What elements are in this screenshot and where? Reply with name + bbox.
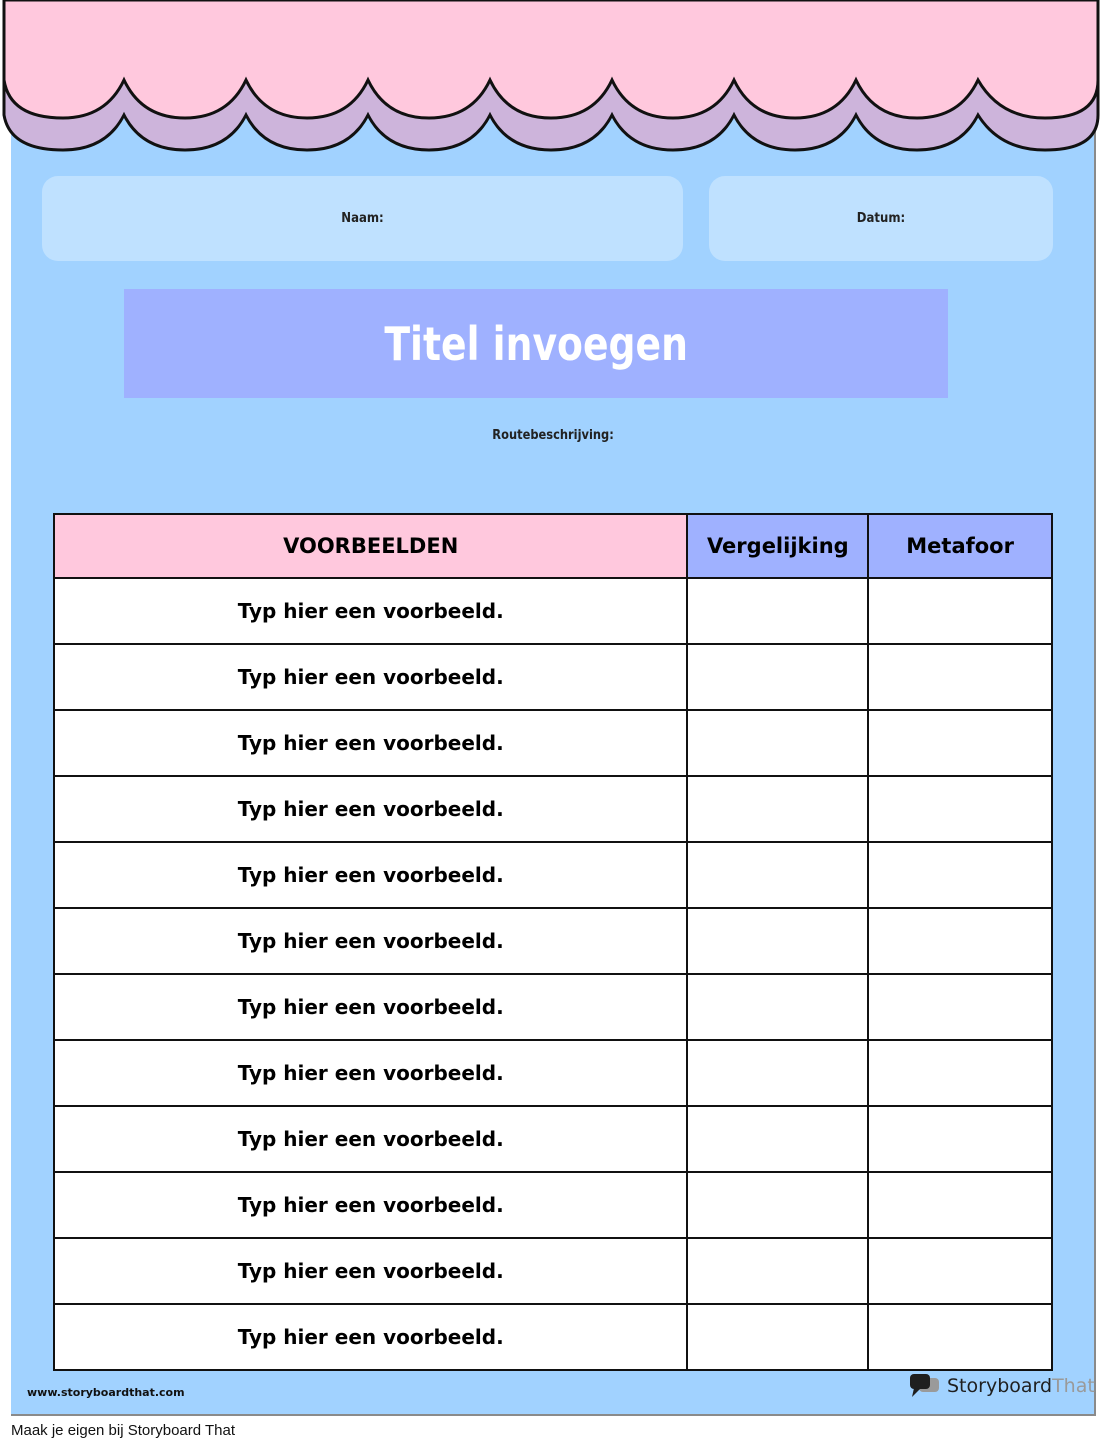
simile-cell[interactable]	[687, 1172, 868, 1238]
example-cell[interactable]: Typ hier een voorbeeld.	[54, 644, 687, 710]
example-cell[interactable]: Typ hier een voorbeeld.	[54, 578, 687, 644]
simile-cell[interactable]	[687, 1238, 868, 1304]
metaphor-cell[interactable]	[868, 908, 1052, 974]
date-field[interactable]	[709, 176, 1053, 261]
metaphor-cell[interactable]	[868, 1040, 1052, 1106]
metaphor-cell[interactable]	[868, 644, 1052, 710]
table-row	[54, 1304, 1052, 1370]
metaphor-cell[interactable]	[868, 1172, 1052, 1238]
table-row	[54, 578, 1052, 644]
simile-cell[interactable]	[687, 842, 868, 908]
scallop-pink-layer	[4, 0, 1098, 118]
page-title: Titel invoegen	[384, 316, 688, 371]
header-simile: Vergelijking	[687, 514, 868, 578]
table-header-row	[54, 514, 1052, 578]
metaphor-cell[interactable]	[868, 1106, 1052, 1172]
example-cell[interactable]: Typ hier een voorbeeld.	[54, 1304, 687, 1370]
simile-cell[interactable]	[687, 1106, 868, 1172]
simile-cell[interactable]	[687, 776, 868, 842]
metaphor-cell[interactable]	[868, 974, 1052, 1040]
logo-text	[947, 1375, 1095, 1397]
table-row	[54, 1238, 1052, 1304]
simile-cell[interactable]	[687, 1040, 868, 1106]
example-cell[interactable]: Typ hier een voorbeeld.	[54, 908, 687, 974]
table-row	[54, 908, 1052, 974]
table-row	[54, 842, 1052, 908]
footer-text[interactable]: Maak je eigen bij Storyboard That	[11, 1422, 236, 1439]
simile-cell[interactable]	[687, 710, 868, 776]
simile-cell[interactable]	[687, 908, 868, 974]
table-row	[54, 1172, 1052, 1238]
table-row	[54, 776, 1052, 842]
simile-cell[interactable]	[687, 644, 868, 710]
metaphor-cell[interactable]	[868, 842, 1052, 908]
example-cell[interactable]: Typ hier een voorbeeld.	[54, 842, 687, 908]
metaphor-cell[interactable]	[868, 710, 1052, 776]
directions-label	[0, 428, 1107, 443]
table-row	[54, 1040, 1052, 1106]
name-field[interactable]	[42, 176, 683, 261]
scalloped-header-decoration	[0, 0, 1107, 160]
speech-bubbles-icon	[909, 1373, 941, 1399]
logo-word-storyboard: Storyboard	[947, 1375, 1053, 1397]
header-examples: VOORBEELDEN	[54, 514, 687, 578]
date-label: Datum:	[856, 211, 906, 226]
metaphor-cell[interactable]	[868, 578, 1052, 644]
table-row	[54, 1106, 1052, 1172]
directions-text: Routebeschrijving:	[492, 428, 615, 443]
storyboardthat-logo[interactable]	[909, 1373, 1095, 1399]
example-cell[interactable]: Typ hier een voorbeeld.	[54, 1172, 687, 1238]
example-cell[interactable]: Typ hier een voorbeeld.	[54, 776, 687, 842]
header-metaphor: Metafoor	[868, 514, 1052, 578]
simile-cell[interactable]	[687, 974, 868, 1040]
table-row	[54, 710, 1052, 776]
metaphor-cell[interactable]	[868, 1238, 1052, 1304]
examples-table	[53, 513, 1053, 1371]
name-label: Naam:	[341, 211, 384, 226]
metaphor-cell[interactable]	[868, 776, 1052, 842]
table-row	[54, 974, 1052, 1040]
table-row	[54, 644, 1052, 710]
example-cell[interactable]: Typ hier een voorbeeld.	[54, 974, 687, 1040]
title-box[interactable]	[124, 289, 948, 398]
logo-word-that: That	[1052, 1375, 1095, 1397]
example-cell[interactable]: Typ hier een voorbeeld.	[54, 1238, 687, 1304]
simile-cell[interactable]	[687, 578, 868, 644]
example-cell[interactable]: Typ hier een voorbeeld.	[54, 1106, 687, 1172]
metaphor-cell[interactable]	[868, 1304, 1052, 1370]
example-cell[interactable]: Typ hier een voorbeeld.	[54, 710, 687, 776]
website-url[interactable]: www.storyboardthat.com	[27, 1386, 185, 1399]
example-cell[interactable]: Typ hier een voorbeeld.	[54, 1040, 687, 1106]
simile-cell[interactable]	[687, 1304, 868, 1370]
